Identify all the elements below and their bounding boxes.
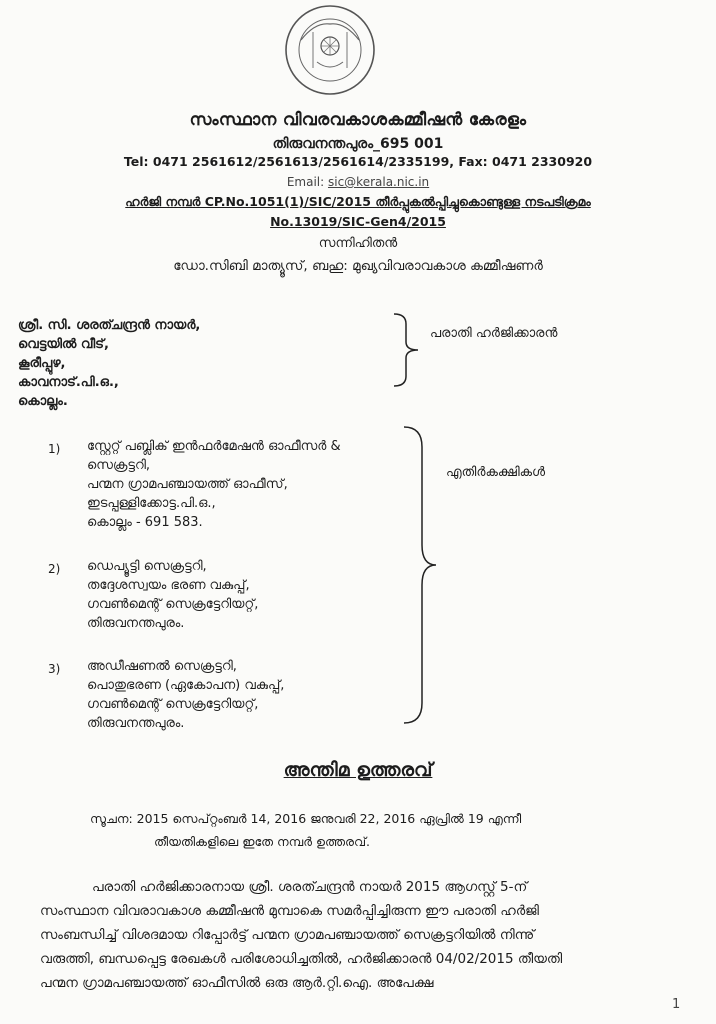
address-line: ശ്രീ. സി. ശരത്ചന്ദ്രൻ നായർ, bbox=[18, 318, 201, 333]
final-order-heading: അന്തിമ ഉത്തരവ് bbox=[283, 759, 433, 781]
complainant-label: പരാതി ഹർജിക്കാരൻ bbox=[430, 326, 558, 341]
commission-seal-icon bbox=[275, 2, 385, 98]
address-line: കൂരീപ്പുഴ, bbox=[18, 356, 66, 371]
body-line: സംബന്ധിച്ച് വിശദമായ റിപ്പോർട്ട് പന്മന ഗ്രാമപഞ്ചായത്ത് സെക്രട്ടറിയിൽ നിന്നു് bbox=[40, 927, 535, 943]
address-line: അഡീഷണൽ സെക്രട്ടറി, bbox=[87, 659, 237, 674]
email-link[interactable]: sic@kerala.nic.in bbox=[327, 175, 430, 189]
respondent-number: 1) bbox=[48, 442, 61, 456]
proceeding-number-line: No.13019/SIC-Gen4/2015 bbox=[270, 214, 446, 229]
respondents-brace-icon bbox=[400, 425, 440, 725]
address-line: പൊതുഭരണ (ഏകോപന) വകുപ്പ്, bbox=[87, 678, 285, 693]
address-line: ഗവൺമെന്റ് സെക്രട്ടേറിയറ്റ്, bbox=[87, 597, 259, 612]
email-label: Email: bbox=[286, 175, 328, 189]
body-line: വരുത്തി, ബന്ധപ്പെട്ട രേഖകൾ പരിശോധിച്ചതിൽ, ഹർജിക്കാരൻ 04/02/2015 തീയതി bbox=[40, 951, 563, 967]
respondent-number: 2) bbox=[48, 562, 61, 576]
page-number: 1 bbox=[672, 997, 681, 1012]
present-label: സന്നിഹിതൻ bbox=[318, 236, 398, 251]
address-line: കാവനാട്.പി.ഒ., bbox=[18, 375, 119, 390]
address-line: തിരുവനന്തപുരം. bbox=[87, 716, 185, 731]
respondent-2-address bbox=[87, 557, 258, 633]
respondents-label: എതിർകക്ഷികൾ bbox=[446, 465, 546, 480]
complainant-brace-icon bbox=[392, 312, 422, 388]
address-line: ഡെപ്യൂട്ടി സെക്രട്ടറി, bbox=[87, 559, 207, 574]
address-line: ഗവൺമെന്റ് സെക്രട്ടേറിയറ്റ്, bbox=[87, 697, 259, 712]
case-number-line: ഹർജി നമ്പർ CP.No.1051(1)/SIC/2015 തീർപ്പുകൽപ്പിച്ചുകൊണ്ടുള്ള നടപടിക്രമം bbox=[125, 194, 591, 209]
body-line: സംസ്ഥാന വിവരാവകാശ കമ്മീഷൻ മുമ്പാകെ സമർപ്പിച്ചിരുന്ന ഈ പരാതി ഹർജി bbox=[40, 903, 539, 919]
address-line: തിരുവനന്തപുരം. bbox=[87, 616, 185, 631]
reference-block bbox=[90, 807, 650, 853]
body-line: പന്മന ഗ്രാമപഞ്ചായത്ത് ഓഫീസിൽ ഒരു ആർ.റ്റി.ഐ. അപേക്ഷ bbox=[40, 975, 434, 991]
respondent-1-address bbox=[87, 437, 341, 532]
address-line: പന്മന ഗ്രാമപഞ്ചായത്ത് ഓഫീസ്, bbox=[87, 477, 288, 492]
commissioner-name: ഡോ.സിബി മാത്യൂസ്, ബഹു: മുഖ്യവിവരാവകാശ കമ്മീഷണർ bbox=[173, 258, 543, 274]
commission-title: സംസ്ഥാന വിവരവകാശകമ്മീഷൻ കേരളം bbox=[189, 110, 527, 130]
reference-line: സൂചന: 2015 സെപ്റ്റംബർ 14, 2016 ജനുവരി 22, 2016 ഏപ്രിൽ 19 എന്നീ bbox=[90, 811, 522, 826]
respondent-3-address bbox=[87, 657, 284, 733]
address-line: കൊല്ലം. bbox=[18, 394, 68, 409]
order-body-paragraph bbox=[40, 875, 645, 995]
address-line: വെട്ടയിൽ വീട്, bbox=[18, 337, 109, 352]
email-line bbox=[0, 175, 716, 189]
reference-line: തീയതികളിലെ ഇതേ നമ്പർ ഉത്തരവ്. bbox=[154, 834, 371, 849]
body-line: പരാതി ഹർജിക്കാരനായ ശ്രീ. ശരത്ചന്ദ്രൻ നായർ 2015 ആഗസ്റ്റ് 5-ന് bbox=[92, 879, 528, 895]
address-line: ഇടപ്പള്ളിക്കോട്ട.പി.ഒ., bbox=[87, 496, 216, 511]
address-line: സെക്രട്ടറി, bbox=[87, 458, 151, 473]
address-line: കൊല്ലം - 691 583. bbox=[87, 515, 203, 530]
commission-city: തിരുവനന്തപുരം_695 001 bbox=[272, 136, 444, 152]
address-line: സ്റ്റേറ്റ് പബ്ലിക് ഇൻഫർമേഷൻ ഓഫീസർ & bbox=[87, 439, 341, 454]
address-line: തദ്ദേശസ്വയം ഭരണ വകുപ്പ്, bbox=[87, 578, 250, 593]
complainant-address bbox=[18, 316, 200, 411]
contact-line: Tel: 0471 2561612/2561613/2561614/2335199, Fax: 0471 2330920 bbox=[123, 154, 593, 169]
respondent-number: 3) bbox=[48, 662, 61, 676]
